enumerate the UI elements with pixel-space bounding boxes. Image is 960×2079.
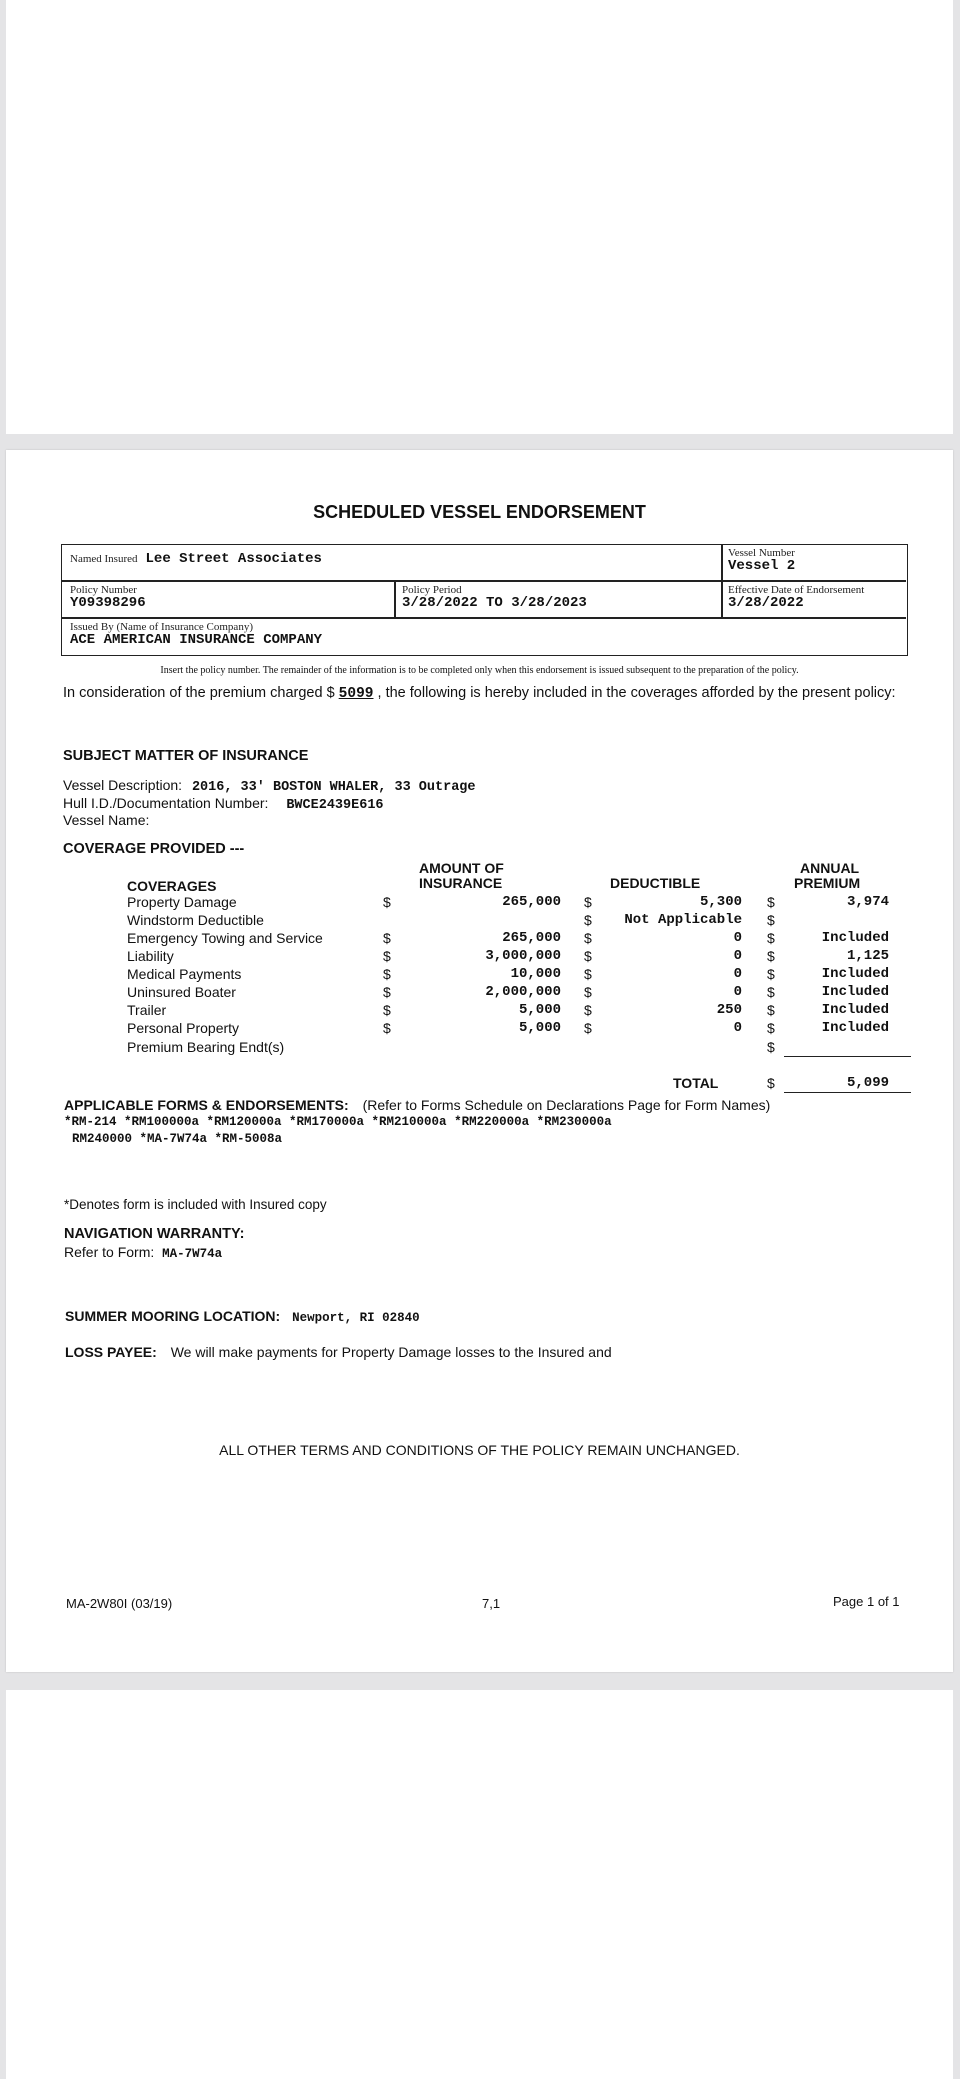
coverage-amount: 5,000 xyxy=(518,1020,561,1036)
premium-currency: $ xyxy=(767,1020,775,1036)
forms-line-2: RM240000 *MA-7W74a *RM-5008a xyxy=(72,1132,283,1146)
coverage-amount: 5,000 xyxy=(518,1002,561,1018)
hull-id-value: BWCE2439E616 xyxy=(286,798,384,813)
coverage-premium: Included xyxy=(821,1020,889,1036)
coverage-name: Emergency Towing and Service xyxy=(127,930,323,946)
issued-by-cell xyxy=(70,621,322,648)
navigation-label: Refer to Form: xyxy=(64,1244,155,1260)
col-amount-line1: AMOUNT OF xyxy=(419,860,504,876)
forms-row xyxy=(64,1097,770,1113)
premium-underline xyxy=(784,1056,911,1057)
coverage-premium: Included xyxy=(821,930,889,946)
endorsement-page xyxy=(6,450,953,1672)
consideration-post: , the following is hereby included in the coverages afforded by the present policy: xyxy=(377,685,896,701)
blank-page-bottom xyxy=(6,1690,953,2079)
deductible-currency: $ xyxy=(584,930,592,946)
coverage-name: Uninsured Boater xyxy=(127,984,236,1000)
premium-currency: $ xyxy=(767,948,775,964)
premium-currency: $ xyxy=(767,966,775,982)
deductible-currency: $ xyxy=(584,1020,592,1036)
mooring-value: Newport, RI 02840 xyxy=(292,1311,420,1325)
terms-note: ALL OTHER TERMS AND CONDITIONS OF THE POLICY REMAIN UNCHANGED. xyxy=(219,1442,740,1458)
loss-payee-row xyxy=(65,1344,612,1360)
hull-id-label: Hull I.D./Documentation Number: xyxy=(63,795,269,811)
effective-date-label: Effective Date of Endorsement xyxy=(728,584,865,596)
vessel-number-value: Vessel 2 xyxy=(728,558,796,574)
deductible-currency: $ xyxy=(584,912,592,928)
coverage-premium: 1,125 xyxy=(846,948,889,964)
footer-mid: 7,1 xyxy=(482,1596,501,1611)
coverage-deductible: 0 xyxy=(733,1020,742,1036)
coverage-name: Windstorm Deductible xyxy=(127,912,264,928)
footer-page: Page 1 of 1 xyxy=(833,1594,900,1609)
policy-number-cell xyxy=(70,584,146,611)
effective-date-value: 3/28/2022 xyxy=(728,595,804,611)
mooring-label: SUMMER MOORING LOCATION: xyxy=(65,1308,281,1324)
total-value: 5,099 xyxy=(846,1075,889,1091)
vessel-name-label: Vessel Name: xyxy=(63,812,150,828)
coverage-heading: COVERAGE PROVIDED --- xyxy=(63,841,245,857)
instruction-note: Insert the policy number. The remainder of the information is to be completed only when this endorsement is issued subsequent to the preparation of the policy. xyxy=(160,665,799,676)
premium-currency: $ xyxy=(767,1039,775,1055)
deductible-currency: $ xyxy=(584,948,592,964)
coverage-amount: 3,000,000 xyxy=(485,948,561,964)
coverage-deductible: Not Applicable xyxy=(624,912,742,928)
total-currency: $ xyxy=(767,1075,775,1091)
policy-number-value: Y09398296 xyxy=(70,595,146,611)
named-insured-cell xyxy=(70,549,322,567)
premium-currency: $ xyxy=(767,1002,775,1018)
amount-currency: $ xyxy=(383,894,391,910)
named-insured-label: Named Insured xyxy=(70,553,138,565)
effective-date-cell xyxy=(728,584,864,611)
consideration-paragraph xyxy=(63,683,911,704)
issued-by-value: ACE AMERICAN INSURANCE COMPANY xyxy=(70,632,323,648)
policy-number-label: Policy Number xyxy=(70,584,137,596)
deductible-currency: $ xyxy=(584,966,592,982)
forms-note: (Refer to Forms Schedule on Declarations Page for Form Names) xyxy=(362,1097,771,1113)
coverage-deductible: 250 xyxy=(716,1002,742,1018)
named-insured-value: Lee Street Associates xyxy=(145,551,322,567)
vessel-description-row xyxy=(63,777,476,795)
coverage-deductible: 0 xyxy=(733,984,742,1000)
loss-payee-text: We will make payments for Property Damage losses to the Insured and xyxy=(170,1344,612,1360)
amount-currency: $ xyxy=(383,1002,391,1018)
coverage-amount: 265,000 xyxy=(502,930,561,946)
coverage-deductible: 0 xyxy=(733,930,742,946)
amount-currency: $ xyxy=(383,984,391,1000)
vessel-description-label: Vessel Description: xyxy=(63,777,183,793)
coverage-name: Property Damage xyxy=(127,894,237,910)
vessel-number-label: Vessel Number xyxy=(728,547,795,559)
navigation-heading: NAVIGATION WARRANTY: xyxy=(64,1226,245,1242)
col-premium-line2: PREMIUM xyxy=(794,875,861,891)
coverage-amount: 2,000,000 xyxy=(485,984,561,1000)
coverage-name: Premium Bearing Endt(s) xyxy=(127,1039,285,1055)
policy-period-value: 3/28/2022 TO 3/28/2023 xyxy=(402,595,587,611)
subject-heading: SUBJECT MATTER OF INSURANCE xyxy=(63,748,309,764)
forms-heading: APPLICABLE FORMS & ENDORSEMENTS: xyxy=(64,1097,349,1113)
coverage-name: Liability xyxy=(127,948,174,964)
coverage-premium: Included xyxy=(821,1002,889,1018)
col-deductible: DEDUCTIBLE xyxy=(610,875,701,891)
consideration-premium: 5099 xyxy=(338,686,374,702)
premium-currency: $ xyxy=(767,930,775,946)
navigation-form: MA-7W74a xyxy=(162,1247,223,1261)
coverage-premium: Included xyxy=(821,966,889,982)
coverage-deductible: 0 xyxy=(733,948,742,964)
premium-currency: $ xyxy=(767,984,775,1000)
coverage-premium: Included xyxy=(821,984,889,1000)
denotes-note: *Denotes form is included with Insured copy xyxy=(64,1197,327,1212)
vessel-number-cell xyxy=(728,547,795,574)
forms-line-1: *RM-214 *RM100000a *RM120000a *RM170000a *RM210000a *RM220000a *RM230000a xyxy=(64,1115,612,1129)
amount-currency: $ xyxy=(383,948,391,964)
hull-id-row xyxy=(63,795,384,813)
deductible-currency: $ xyxy=(584,1002,592,1018)
policy-info-box xyxy=(61,544,908,656)
coverage-name: Trailer xyxy=(127,1002,167,1018)
coverage-amount: 265,000 xyxy=(502,894,561,910)
coverage-deductible: 5,300 xyxy=(699,894,742,910)
coverage-deductible: 0 xyxy=(733,966,742,982)
policy-period-cell xyxy=(402,584,587,611)
col-premium-line1: ANNUAL xyxy=(800,860,860,876)
coverage-premium: 3,974 xyxy=(846,894,889,910)
coverage-name: Personal Property xyxy=(127,1020,240,1036)
footer-form-number: MA-2W80I (03/19) xyxy=(66,1596,173,1611)
amount-currency: $ xyxy=(383,966,391,982)
navigation-row xyxy=(64,1244,222,1261)
consideration-pre: In consideration of the premium charged $ xyxy=(63,685,335,701)
loss-payee-label: LOSS PAYEE: xyxy=(65,1344,157,1360)
amount-currency: $ xyxy=(383,930,391,946)
issued-by-label: Issued By (Name of Insurance Company) xyxy=(70,621,253,633)
amount-currency: $ xyxy=(383,1020,391,1036)
premium-currency: $ xyxy=(767,912,775,928)
mooring-row xyxy=(65,1308,420,1325)
col-amount-line2: INSURANCE xyxy=(419,875,503,891)
deductible-currency: $ xyxy=(584,894,592,910)
total-label: TOTAL xyxy=(673,1075,719,1091)
total-underline xyxy=(784,1092,911,1093)
premium-currency: $ xyxy=(767,894,775,910)
policy-period-label: Policy Period xyxy=(402,584,462,596)
blank-page-top xyxy=(6,0,953,434)
deductible-currency: $ xyxy=(584,984,592,1000)
vessel-description-value: 2016, 33' BOSTON WHALER, 33 Outrage xyxy=(191,780,476,795)
coverage-name: Medical Payments xyxy=(127,966,242,982)
col-coverages: COVERAGES xyxy=(127,878,217,894)
document-title: SCHEDULED VESSEL ENDORSEMENT xyxy=(313,502,646,522)
coverage-amount: 10,000 xyxy=(510,966,561,982)
